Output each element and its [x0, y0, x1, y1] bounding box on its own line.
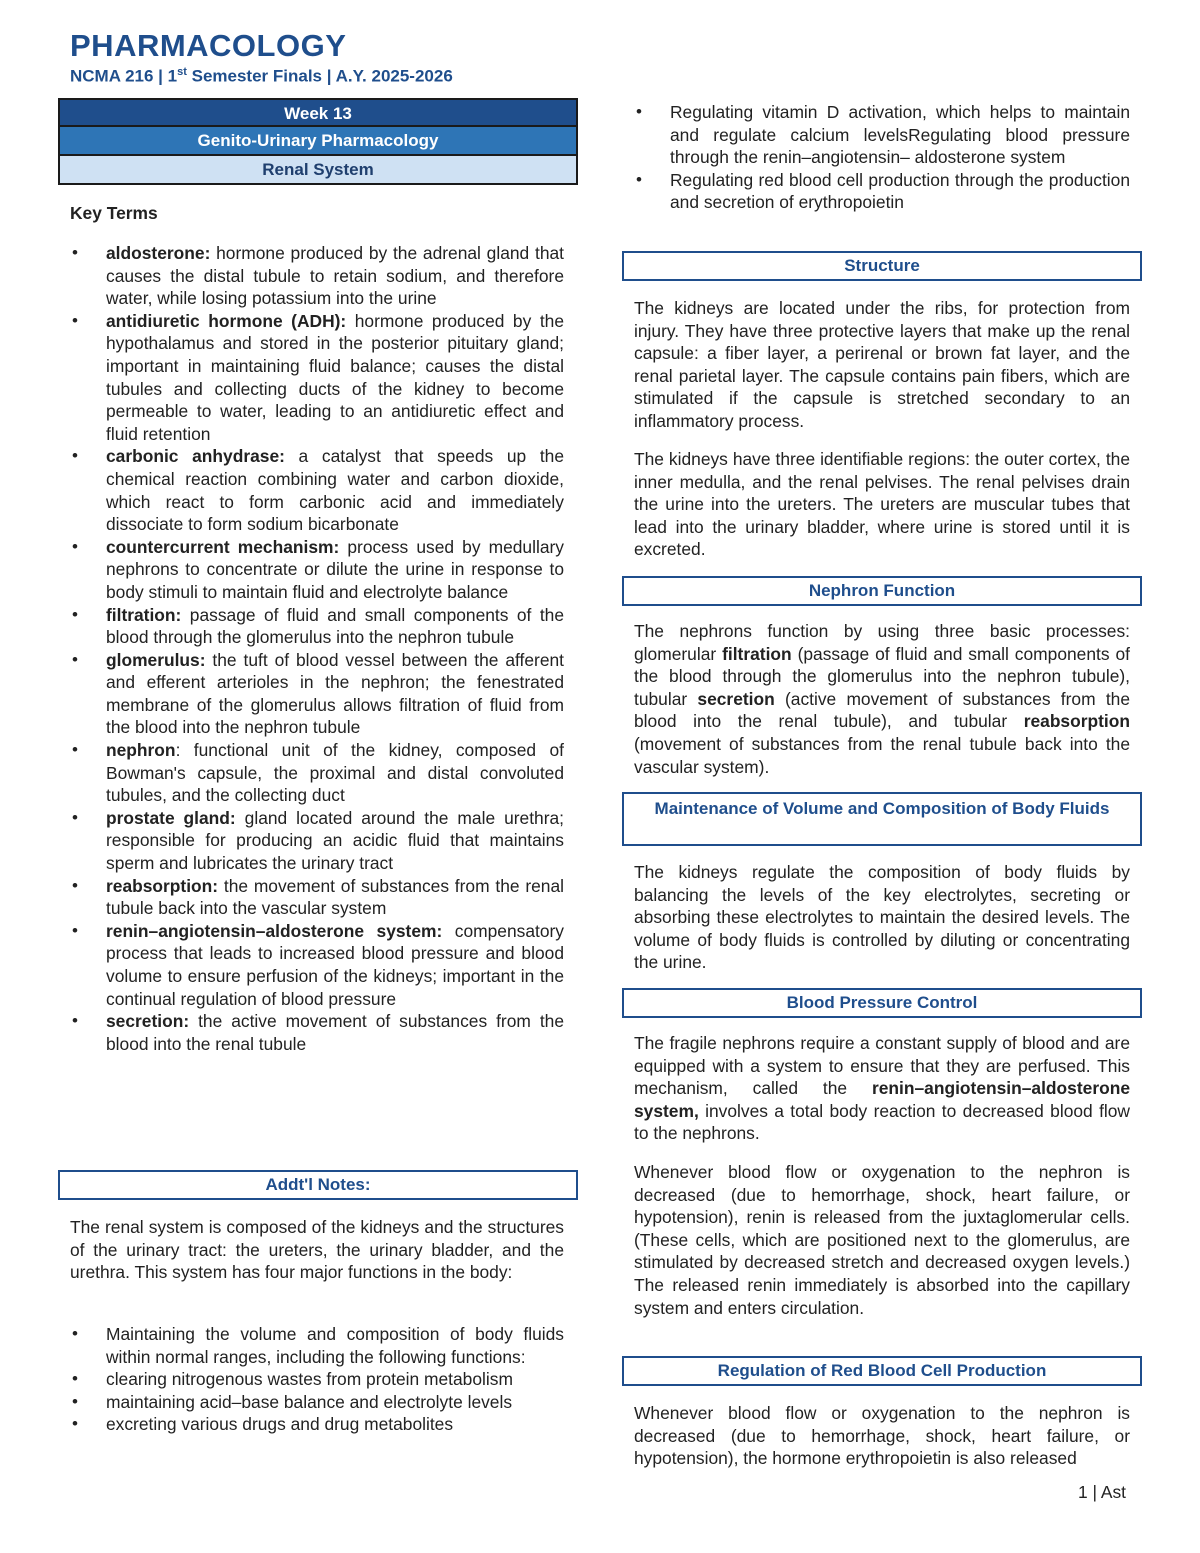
subtitle-sup: st [177, 66, 187, 78]
key-term-item [70, 242, 564, 310]
key-term-item [70, 445, 564, 535]
term-definition: compensatory process that leads to increased blood pressure and blood volume to ensure perfusion of the kidneys; important in the continual regulation of blood pressure [106, 920, 564, 1009]
text-run: The nephrons function by using three basic processes: glomerular [634, 621, 1130, 664]
term-name: nephron [106, 740, 176, 761]
term-definition: the movement of substances from the renal tubule back into the vascular system [106, 875, 564, 919]
term-name: secretion: [106, 1011, 190, 1032]
key-terms-heading: Key Terms [70, 203, 158, 223]
term-name: glomerulus: [106, 649, 206, 670]
bold-term: filtration [722, 643, 792, 664]
term-name: antidiuretic hormone (ADH): [106, 310, 347, 331]
term-name: countercurrent mechanism: [106, 536, 340, 557]
maintenance-paragraph: The kidneys regulate the composition of body fluids by balancing the levels of the key electrolytes, secreting or absorbing these electrolytes to maintain the desired levels. The volume of body fluids is controlled by diluting or concentrating the urine. [634, 862, 1130, 973]
nephron-function-heading: Nephron Function [622, 576, 1142, 606]
subtitle-prefix: NCMA 216 | 1 [70, 66, 178, 86]
term-definition: process used by medullary nephrons to concentrate or dilute the urine in response to body stimuli to maintain fluid and electrolyte balance [106, 536, 564, 602]
rbc-paragraph: Whenever blood flow or oxygenation to the nephron is decreased (due to hemorrhage, shock, heart failure, or hypotension), the hormone erythropoietin is also released [634, 1403, 1130, 1469]
bp-control-heading: Blood Pressure Control [622, 988, 1142, 1018]
term-definition: : functional unit of the kidney, composed of Bowman's capsule, the proximal and distal convoluted tubules, and the collecting duct [106, 740, 564, 806]
term-definition: passage of fluid and small components of the blood through the glomerulus into the nephron tubule [106, 604, 564, 648]
text-run: (active movement of substances from the blood into the renal tubule), and tubular [634, 688, 1130, 732]
bp-control-paragraph-1 [634, 1032, 1130, 1145]
functions-list-continued [634, 101, 1130, 214]
list-item: • Regulating vitamin D activation, which helps to maintain and regulate calcium levelsRegulating blood pressure through the renin–angiotensin– aldosterone system [634, 101, 1130, 169]
list-item: • Regulating red blood cell production through the production and secretion of erythropoietin [634, 169, 1130, 214]
key-terms-list [70, 242, 564, 1055]
structure-paragraph-2: The kidneys have three identifiable regions: the outer cortex, the inner medulla, and the renal pelvises. The renal pelvises drain the urine into the ureters. The ureters are muscular tubes that lead into the urinary bladder, where urine is stored until it is excreted. [634, 449, 1130, 560]
list-item: • excreting various drugs and drug metabolites [70, 1413, 564, 1436]
term-name: carbonic anhydrase: [106, 446, 285, 467]
document-subtitle [70, 66, 453, 87]
term-definition: hormone produced by the adrenal gland that causes the distal tubule to retain sodium, and therefore water, while losing potassium into the urine [106, 243, 564, 309]
key-term-item [70, 310, 564, 446]
bold-term: renin–angiotensin–aldosterone system, [634, 1078, 1130, 1121]
key-term-item [70, 875, 564, 920]
text-run: involves a total body reaction to decreased blood flow to the nephrons. [634, 1100, 1130, 1144]
key-term-item [70, 1010, 564, 1055]
text-run: The fragile nephrons require a constant supply of blood and are equipped with a system to ensure that they are perfused. This mechanism, called the [634, 1033, 1130, 1099]
list-item: • clearing nitrogenous wastes from protein metabolism [70, 1368, 564, 1391]
rbc-heading: Regulation of Red Blood Cell Production [622, 1356, 1142, 1386]
term-name: aldosterone: [106, 243, 211, 263]
key-term-item [70, 807, 564, 875]
system-label: Renal System [58, 156, 578, 185]
key-term-item [70, 604, 564, 649]
term-name: renin–angiotensin–aldosterone system: [106, 920, 443, 941]
document-title: PHARMACOLOGY [70, 28, 347, 63]
topic-label: Genito-Urinary Pharmacology [58, 127, 578, 156]
text-run: (passage of fluid and small components of the blood through the glomerulus into the nephron tubule), tubular [634, 643, 1130, 709]
term-definition: hormone produced by the hypothalamus and stored in the posterior pituitary gland; important in maintaining fluid balance; causes the distal tubules and collecting ducts of the kidney to become permeable to water, leading to an antidiuretic effect and fluid retention [106, 310, 564, 444]
term-name: reabsorption: [106, 875, 219, 896]
term-name: filtration: [106, 604, 182, 625]
term-definition: a catalyst that speeds up the chemical reaction combining water and carbon dioxide, which react to form carbonic acid and immediately dissociate to form sodium bicarbonate [106, 446, 564, 535]
addtl-notes-intro: The renal system is composed of the kidneys and the structures of the urinary tract: the ureters, the urinary bladder, and the urethra. This system has four major functions in the body: [70, 1217, 564, 1283]
bold-term: secretion [697, 688, 775, 709]
bp-control-paragraph-2: Whenever blood flow or oxygenation to the nephron is decreased (due to hemorrhage, shock, heart failure, or hypotension), renin is released from the juxtaglomerular cells. (These cells, which are positioned next to the glomerulus, are stimulated by decreased stretch and decreased oxygen levels.) The released renin immediately is absorbed into the capillary system and enters circulation. [634, 1162, 1130, 1318]
key-term-item [70, 739, 564, 807]
term-definition: the active movement of substances from the blood into the renal tubule [106, 1011, 564, 1054]
page-footer: 1 | Ast [1078, 1482, 1127, 1502]
nephron-function-paragraph [634, 620, 1130, 778]
structure-paragraph-1: The kidneys are located under the ribs, for protection from injury. They have three protective layers that make up the renal capsule: a fiber layer, a perirenal or brown fat layer, and the renal parietal layer. The capsule contains pain fibers, which are stimulated if the capsule is stretched secondary to an inflammatory process. [634, 298, 1130, 431]
term-definition: the tuft of blood vessel between the afferent and efferent arterioles in the nephron; the fenestrated membrane of the glomerulus allows filtration of fluid from the blood into the nephron tubule [106, 649, 564, 738]
key-term-item [70, 920, 564, 1010]
term-definition: gland located around the male urethra; responsible for producing an acidic fluid that maintains sperm and lubricates the urinary tract [106, 807, 565, 874]
structure-heading: Structure [622, 251, 1142, 281]
key-term-item [70, 536, 564, 604]
bold-term: reabsorption [1023, 711, 1130, 732]
addtl-notes-list [70, 1323, 564, 1436]
list-item: • Maintaining the volume and composition of body fluids within normal ranges, including the following functions: [70, 1323, 564, 1368]
term-name: prostate gland: [106, 807, 236, 828]
addtl-notes-heading: Addt'l Notes: [58, 1170, 578, 1200]
week-header-box [58, 98, 578, 185]
subtitle-suffix: Semester Finals | A.Y. 2025-2026 [186, 66, 453, 86]
maintenance-heading: Maintenance of Volume and Composition of Body Fluids [622, 792, 1142, 846]
week-label: Week 13 [58, 98, 578, 127]
key-term-item [70, 649, 564, 739]
text-run: (movement of substances from the renal tubule back into the vascular system). [634, 733, 1130, 777]
list-item: • maintaining acid–base balance and electrolyte levels [70, 1391, 564, 1414]
